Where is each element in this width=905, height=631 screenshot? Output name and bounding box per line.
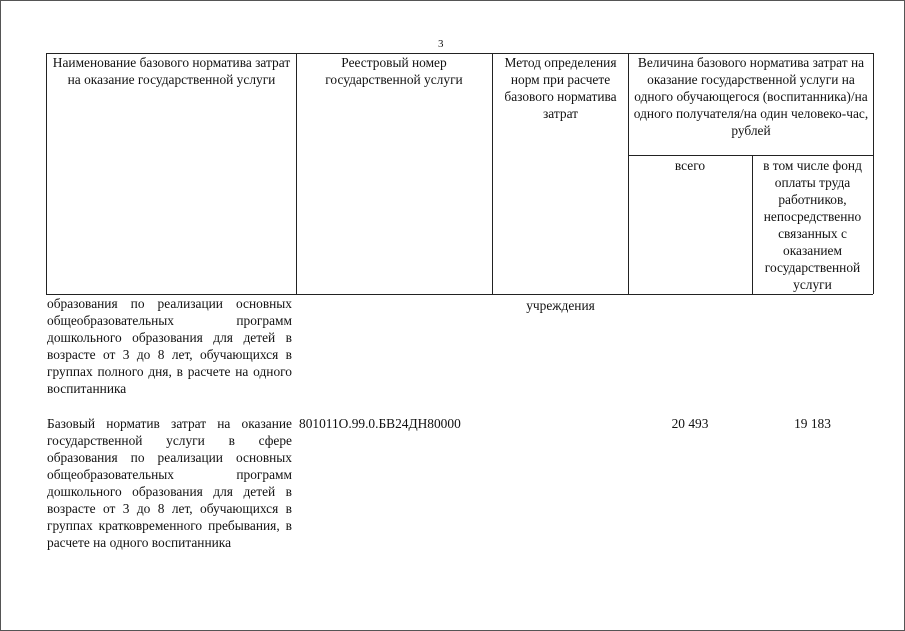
header-sub-col-divider — [752, 155, 753, 294]
header-value: Величина базового норматива затрат на оказание государственной услуги на одного обучающегося (воспитанника)/на одного получателя/на один человеко-час, рублей — [633, 55, 869, 138]
row-1-name: образования по реализации основных общеобразовательных программ дошкольного образования для детей в возрасте от 3 до 8 лет, обучающихся в группах полного дня, в расчете на одного воспитанника — [47, 296, 292, 396]
page-number: 3 — [438, 38, 444, 50]
header-right-border — [873, 53, 874, 294]
row-2-total: 20 493 — [671, 416, 709, 431]
header-name: Наименование базового норматива затрат на оказание государственной услуги — [52, 55, 291, 87]
header-registry: Реестровый номер государственной услуги — [325, 55, 463, 87]
header-col-divider-3 — [628, 53, 629, 294]
header-left-border — [46, 53, 47, 294]
row-2-name: Базовый норматив затрат на оказание государственной услуги в сфере образования по реализации основных общеобразовательных программ дошкольного образования для детей в возрасте от 3 до 8 лет, обучающихся в группах кратковременного пребывания, в расчете на одного воспитанника — [47, 416, 292, 550]
row-2-registry: 801011О.99.0.БВ24ДН80000 — [299, 416, 461, 431]
header-sub-divider — [628, 155, 873, 156]
header-col-divider-1 — [296, 53, 297, 294]
row-2-wage: 19 183 — [794, 416, 831, 431]
header-total: всего — [674, 158, 706, 173]
header-col-divider-2 — [492, 53, 493, 294]
row-1-method: учреждения — [526, 298, 595, 313]
header-method: Метод определения норм при расчете базового норматива затрат — [504, 55, 617, 121]
header-wage: в том числе фонд оплаты труда работников, непосредственно связанных с оказанием государственной услуги — [763, 158, 862, 292]
